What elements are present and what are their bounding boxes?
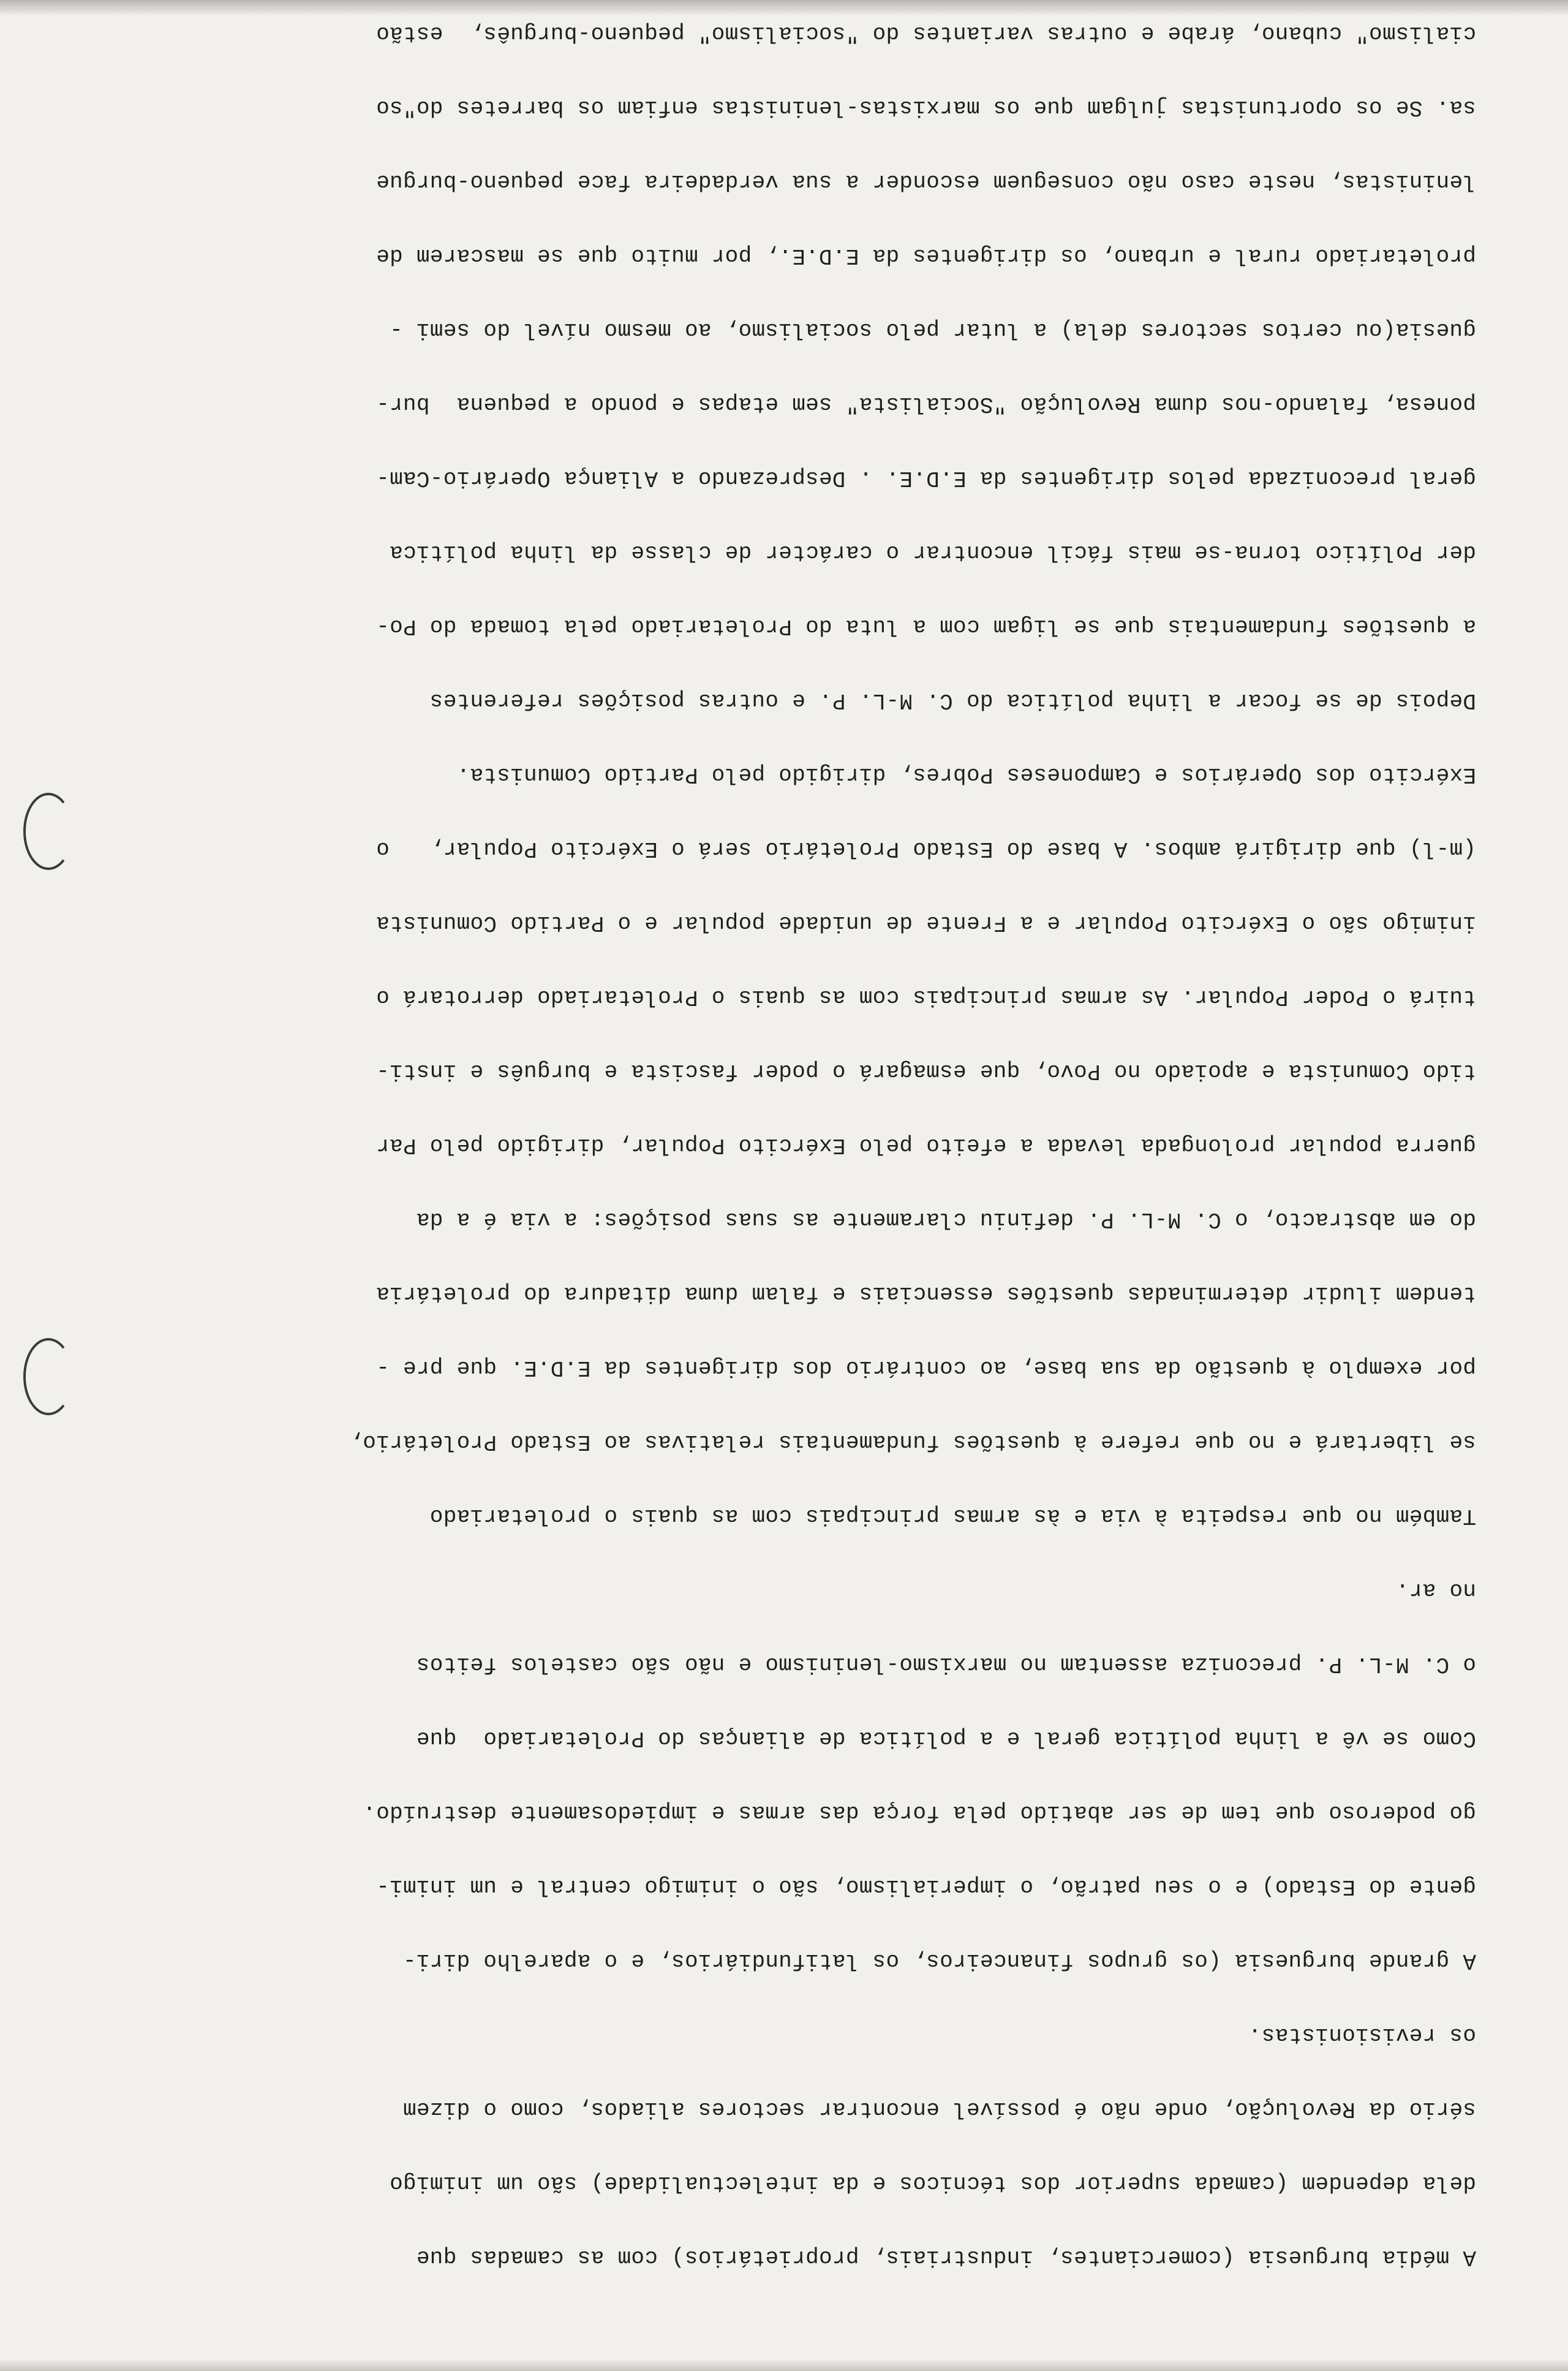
text-line: os revisionistas.: [1248, 2022, 1476, 2048]
text-line: Depois de se focar a linha política do C. M-L. P. e outras posições referentes: [429, 688, 1476, 714]
text-line: proletariado rural e urbano, os dirigentes da E.D.E., por muito que se mascarem de: [375, 243, 1476, 269]
text-line: tendem iludir determinadas questões essenciais e falam duma ditadura do proletária: [375, 1281, 1476, 1307]
document-body: [86, 0, 1476, 2313]
text-line: Exército dos Operários e Camponeses Pobres, dirigido pelo Partido Comunista.: [456, 762, 1476, 788]
text-line: se libertará e no que refere à questões fundamentais relativas ao Estado Proletário,: [349, 1429, 1476, 1455]
text-line: cialismo" cubano, árabe e outras variantes do "socialismo" pequeno-burguês, estão: [375, 21, 1476, 47]
text-line: der Político torna-se mais fácil encontrar o carácter de classe da linha política: [389, 540, 1476, 565]
text-line: guerra popular prolongada levada a efeito pelo Exército Popular, dirigido pelo Par: [375, 1133, 1476, 1159]
text-line: tuirá o Poder Popular. As armas principais com as quais o Proletariado derrotará o: [375, 985, 1476, 1010]
text-line: tido Comunista e apoiado no Povo, que esmagará o poder fascista e burguês e insti-: [375, 1059, 1476, 1084]
text-line: go poderoso que tem de ser abatido pela força das armas e impiedosamente destruído.: [363, 1800, 1476, 1826]
text-line: do em abstracto, o C. M-L. P. definiu claramente as suas posições: a via é a da: [416, 1207, 1476, 1233]
text-line: sério da Revolução, onde não é possível encontrar sectores aliados, como o dizem: [402, 2097, 1476, 2122]
text-line: o C. M-L. P. preconiza assentam no marxismo-leninismo e não são castelos feitos: [416, 1652, 1476, 1677]
text-line: leninistas, neste caso não conseguem esconder a sua verdadeira face pequeno-burgue: [375, 169, 1476, 195]
scan-edge-shadow-bottom: [0, 0, 1568, 16]
punch-hole-mark: [23, 793, 74, 870]
text-line: A grande burguesia (os grupos financeiros, os latifundiários, e o aparelho diri-: [402, 1948, 1476, 1974]
text-line: guesia(ou certos sectores dela) a lutar pelo socialismo, ao mesmo nível do semi -: [389, 317, 1476, 343]
text-line: A média burguesia (comerciantes, industriais, proprietários) com as camadas que: [416, 2245, 1476, 2271]
text-line: dela dependem (camada superior dos técnicos e da intelectualidade) são um inimigo: [389, 2171, 1476, 2196]
text-line: (m-l) que dirigirá ambos. A base do Estado Proletário será o Exército Popular, o: [375, 836, 1476, 862]
scan-edge-shadow-top: [0, 2359, 1568, 2371]
text-line: Como se vê a linha política geral e a política de alianças do Proletariado que: [416, 1726, 1476, 1752]
text-line: geral preconizada pelos dirigentes da E.D.E. . Desprezando a Aliança Operário-Cam-: [375, 466, 1476, 491]
text-line: Também no que respeita à via e às armas principais com as quais o proletariado: [429, 1503, 1476, 1529]
text-line: a questões fundamentais que se ligam com a luta do Proletariado pela tomada do Po-: [375, 614, 1476, 640]
text-line: inimigo são o Exército Popular e a Frente de unidade popular e o Partido Comunista: [375, 910, 1476, 936]
text-line: no ar.: [1395, 1578, 1476, 1603]
text-line: gente do Estado) e o seu patrão, o imperialismo, são o inimigo central e um inimi-: [375, 1874, 1476, 1900]
text-line: sa. Se os oportunistas julgam que os marxistas-leninistas enfiam os barretes do"so: [375, 95, 1476, 121]
text-line: ponesa, falando-nos duma Revolução "Socialista" sem etapas e pondo a pequena bur-: [375, 391, 1476, 417]
punch-hole-mark: [23, 1338, 74, 1415]
text-line: por exemplo à questão da sua base, ao contrário dos dirigentes da E.D.E. que pre -: [375, 1355, 1476, 1381]
